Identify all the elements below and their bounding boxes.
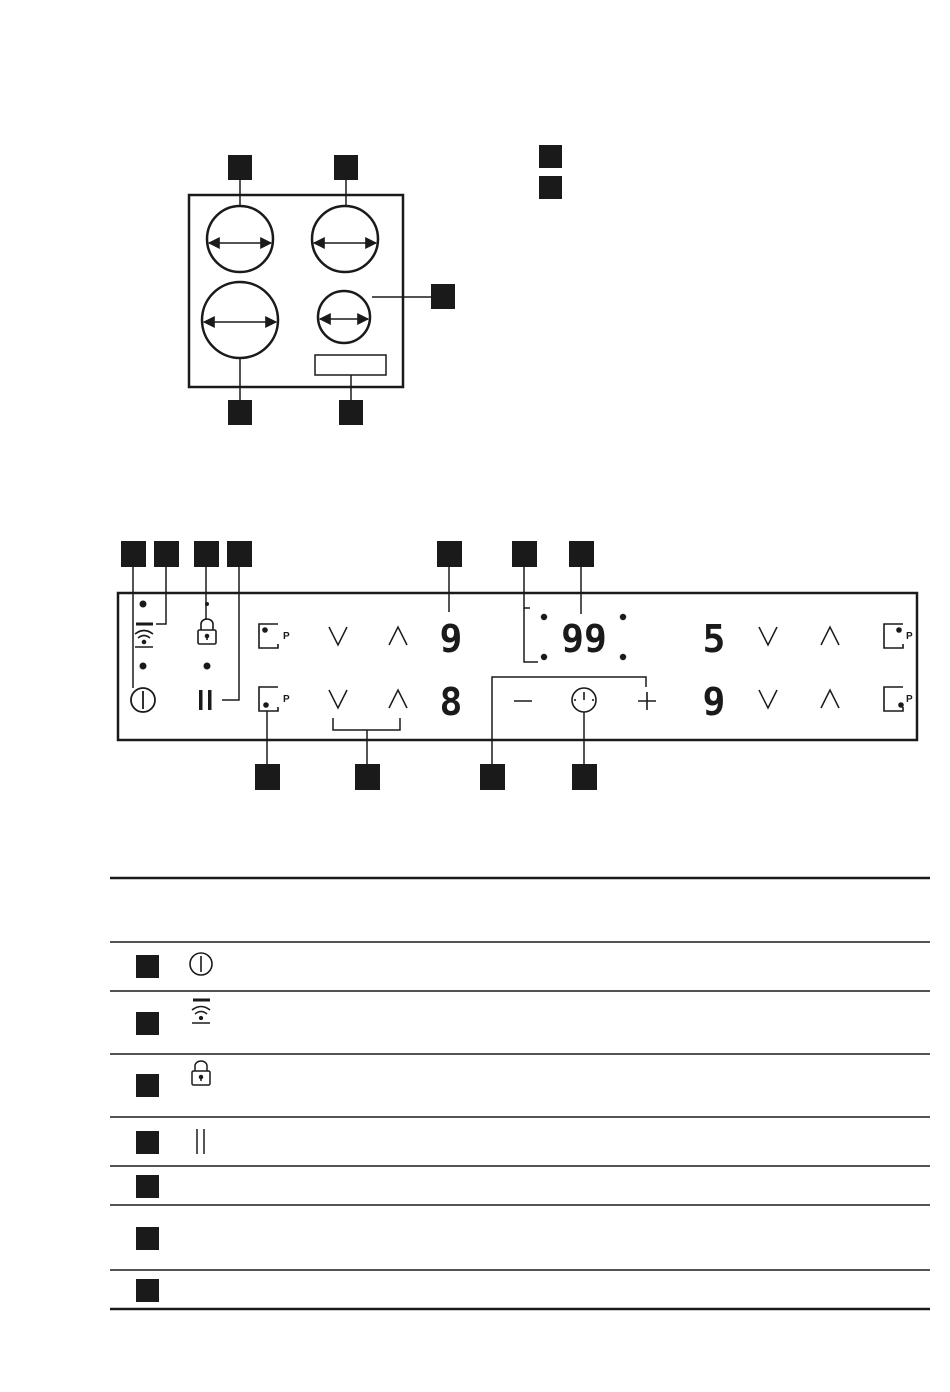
zone-rear-right xyxy=(312,206,378,272)
callout-marker xyxy=(194,541,219,567)
callout-marker xyxy=(154,541,179,567)
callout-marker xyxy=(228,155,252,180)
panel-callout-markers-bottom xyxy=(255,764,597,790)
pro-label: P xyxy=(906,631,913,642)
table-row-marker xyxy=(136,1131,159,1154)
table-power-icon xyxy=(190,953,212,975)
description-table xyxy=(110,878,930,1309)
chevron-down-icon[interactable] xyxy=(329,627,347,645)
control-panel-outline xyxy=(118,593,917,740)
chevron-down-icon[interactable] xyxy=(329,690,347,708)
hob-layout xyxy=(189,195,403,387)
callout-marker xyxy=(572,764,597,790)
callout-marker xyxy=(480,764,505,790)
timer-plus-button[interactable] xyxy=(638,692,656,710)
heat-display-front-left: 8 xyxy=(439,680,463,724)
chevron-down-icon[interactable] xyxy=(759,690,777,708)
chevron-up-icon[interactable] xyxy=(389,690,407,708)
indicator-dots xyxy=(140,601,211,670)
callout-marker xyxy=(228,400,252,425)
callout-marker xyxy=(227,541,252,567)
table-row-marker xyxy=(136,1227,159,1250)
pro-cook-icon-front-left[interactable] xyxy=(259,687,290,711)
zone-rear-left xyxy=(207,206,273,272)
timer-display: 99 xyxy=(561,617,607,661)
heat-display-rear-left: 9 xyxy=(439,617,463,661)
callout-marker xyxy=(437,541,462,567)
indicator-dot xyxy=(140,601,147,608)
table-row-markers xyxy=(136,955,159,1302)
indicator-dot xyxy=(140,663,147,670)
pro-cook-icon-rear-left[interactable] xyxy=(259,624,290,648)
callout-marker xyxy=(334,155,358,180)
heat-display-front-right: 9 xyxy=(702,680,726,724)
hob-outline xyxy=(189,195,403,387)
chevron-up-icon[interactable] xyxy=(389,627,407,645)
legend-marker xyxy=(539,176,562,199)
heat-display-rear-right: 5 xyxy=(702,617,726,661)
table-lock-icon xyxy=(192,1061,210,1085)
hob2hood-icon[interactable] xyxy=(135,624,153,647)
callout-marker xyxy=(355,764,380,790)
callout-marker xyxy=(431,284,455,309)
chevron-up-icon[interactable] xyxy=(821,690,839,708)
table-pause-icon xyxy=(197,1129,204,1154)
zone-front-left xyxy=(202,282,278,358)
hob-callout-markers xyxy=(228,145,562,425)
callout-marker xyxy=(569,541,594,567)
chevron-up-icon[interactable] xyxy=(821,627,839,645)
table-row-marker xyxy=(136,1279,159,1302)
callout-marker xyxy=(512,541,537,567)
callout-marker xyxy=(339,400,363,425)
zone-front-right xyxy=(318,291,370,343)
pro-label: P xyxy=(906,694,913,705)
table-row-marker xyxy=(136,955,159,978)
legend-marker xyxy=(539,145,562,168)
hob-control-panel-area xyxy=(315,355,386,375)
indicator-dot xyxy=(205,602,209,606)
pro-cook-icon-front-right[interactable] xyxy=(884,687,913,711)
table-row-marker xyxy=(136,1012,159,1035)
lock-icon[interactable] xyxy=(198,619,216,644)
table-row-marker xyxy=(136,1074,159,1097)
pro-label: P xyxy=(283,694,290,705)
pro-label: P xyxy=(283,631,290,642)
table-hob2hood-icon xyxy=(192,1000,210,1023)
panel-callout-markers-top xyxy=(121,541,594,567)
pro-cook-icon-rear-right[interactable] xyxy=(884,624,913,648)
timer-clock-icon[interactable] xyxy=(572,688,596,712)
pause-icon[interactable] xyxy=(199,690,212,710)
callout-marker xyxy=(255,764,280,790)
power-icon[interactable] xyxy=(131,688,155,712)
table-row-marker xyxy=(136,1175,159,1198)
indicator-dot xyxy=(204,663,211,670)
chevron-down-icon[interactable] xyxy=(759,627,777,645)
callout-marker xyxy=(121,541,146,567)
